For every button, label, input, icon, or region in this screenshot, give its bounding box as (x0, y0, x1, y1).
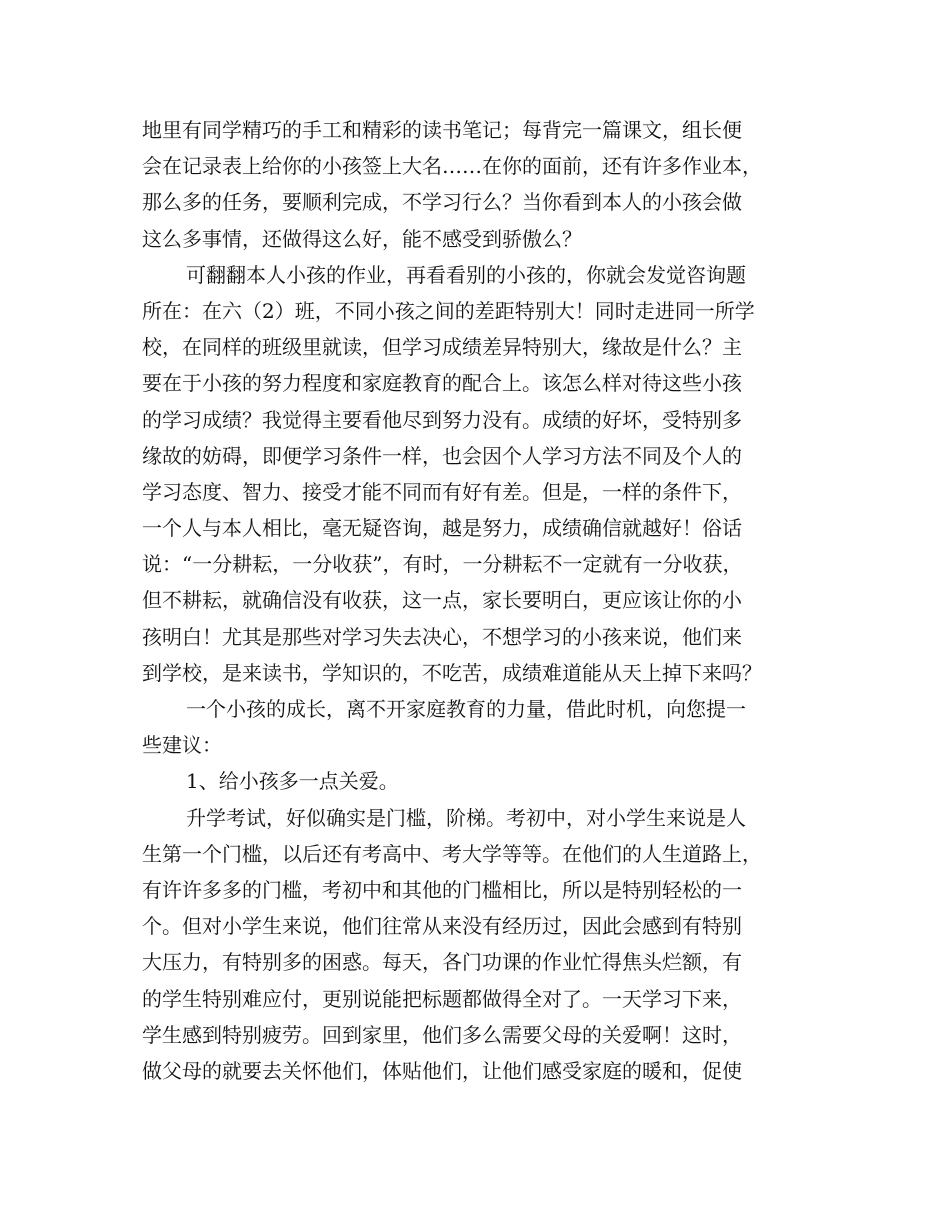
text-line: 1、给小孩多一点关爱。 (186, 769, 399, 794)
text-line: 学生感到特别疲劳。回到家里，他们多么需要父母的关爱啊！这时， (142, 1022, 742, 1047)
text-line: 可翻翻本人小孩的作业，再看看别的小孩的，你就会发觉咨询题 (186, 262, 746, 287)
text-line: 做父母的就要去关怀他们，体贴他们，让他们感受家庭的暖和，促使 (142, 1058, 742, 1083)
text-line: 说：“一分耕耘，一分收获”，有时，一分耕耘不一定就有一分收获， (142, 552, 743, 577)
text-line: 生第一个门槛，以后还有考高中、考大学等等。在他们的人生道路上， (142, 841, 762, 866)
text-line: 一个人与本人相比，毫无疑咨询，越是努力，成绩确信就越好！俗话 (142, 516, 742, 541)
text-line: 校，在同样的班级里就读，但学习成绩差异特别大，缘故是什么？主 (142, 335, 742, 360)
text-line: 的学习成绩？我觉得主要看他尽到努力没有。成绩的好坏，受特别多 (142, 407, 742, 432)
text-line: 这么多事情，还做得这么好，能不感受到骄傲么？ (142, 226, 582, 251)
text-line: 地里有同学精巧的手工和精彩的读书笔记；每背完一篇课文，组长便 (142, 118, 742, 142)
text-line: 孩明白！尤其是那些对学习失去决心，不想学习的小孩来说，他们来 (142, 624, 742, 649)
text-line: 到学校，是来读书，学知识的，不吃苦，成绩难道能从天上掉下来吗？ (142, 660, 762, 685)
text-line: 一个小孩的成长，离不开家庭教育的力量，借此时机，向您提一 (186, 697, 746, 721)
text-line: 那么多的任务，要顺利完成，不学习行么？当你看到本人的小孩会做 (142, 190, 742, 215)
text-line: 升学考试，好似确实是门槛，阶梯。考初中，对小学生来说是人 (186, 805, 746, 830)
body-text (142, 112, 842, 1089)
text-line: 要在于小孩的努力程度和家庭教育的配合上。该怎么样对待这些小孩 (142, 371, 742, 396)
text-line: 些建议： (142, 733, 222, 758)
text-line: 但不耕耘，就确信没有收获，这一点，家长要明白，更应该让你的小 (142, 588, 742, 613)
text-line: 有许许多多的门槛，考初中和其他的门槛相比，所以是特别轻松的一 (142, 877, 742, 902)
text-line: 的学生特别难应付，更别说能把标题都做得全对了。一天学习下来， (142, 986, 742, 1011)
text-line: 缘故的妨碍，即便学习条件一样，也会因个人学习方法不同及个人的 (142, 443, 742, 468)
text-line: 所在：在六（2）班，不同小孩之间的差距特别大！同时走进同一所学 (142, 298, 755, 323)
text-line: 个。但对小学生来说，他们往常从来没有经历过，因此会感到有特别 (142, 914, 742, 939)
text-line: 学习态度、智力、接受才能不同而有好有差。但是，一样的条件下， (142, 479, 742, 504)
text-line: 会在记录表上给你的小孩签上大名……在你的面前，还有许多作业本， (142, 154, 762, 179)
text-line: 大压力，有特别多的困惑。每天，各门功课的作业忙得焦头烂额，有 (142, 950, 742, 975)
